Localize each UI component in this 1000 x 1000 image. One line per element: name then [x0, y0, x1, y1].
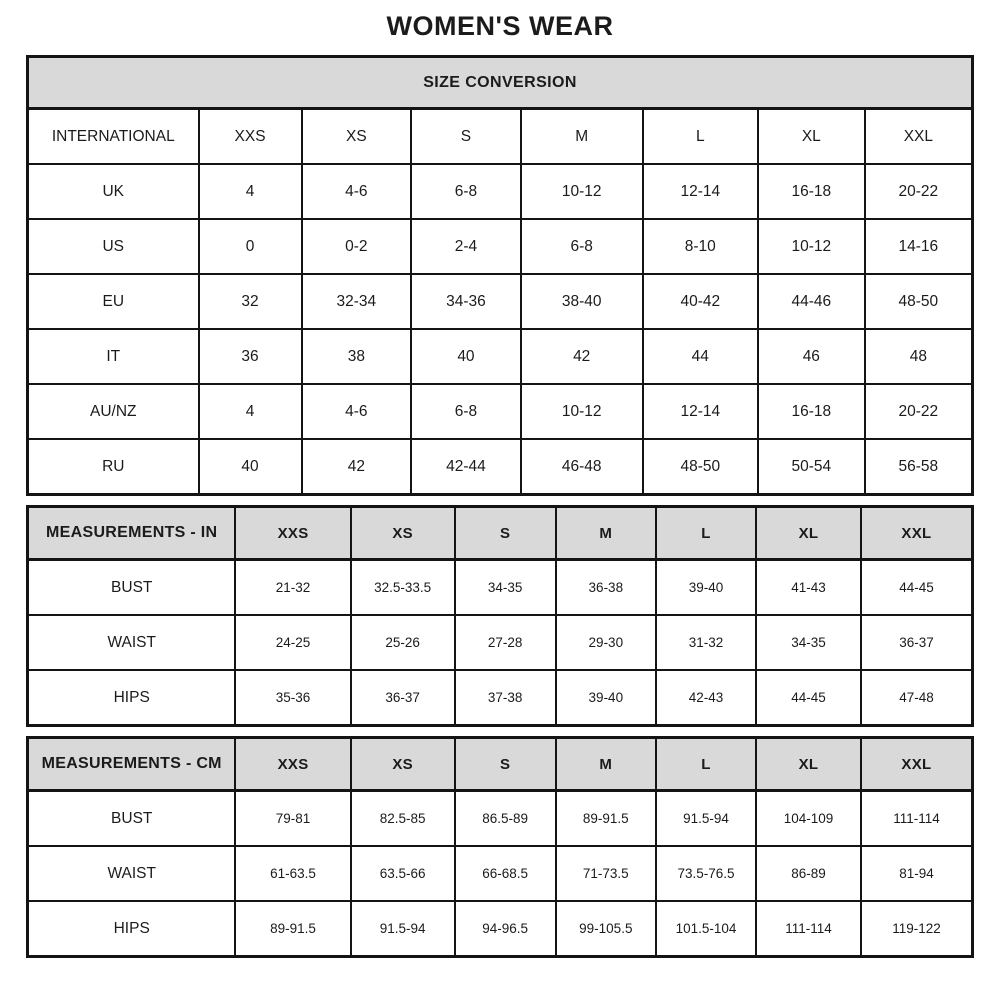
- table-cell: 99-105.5: [556, 901, 656, 957]
- table-cell: 24-25: [235, 615, 350, 670]
- row-label: HIPS: [28, 901, 236, 957]
- table-cell: 4-6: [302, 384, 412, 439]
- table-cell: 25-26: [351, 615, 455, 670]
- table-cell: 34-35: [455, 560, 556, 616]
- table-cell: 119-122: [861, 901, 973, 957]
- table-cell: 89-91.5: [556, 791, 656, 847]
- table-cell: 16-18: [758, 384, 865, 439]
- table-row: [28, 274, 973, 329]
- table-cell: 4: [199, 384, 302, 439]
- row-label: INTERNATIONAL: [28, 109, 199, 165]
- table-row: [28, 846, 973, 901]
- table-cell: XXL: [865, 109, 973, 165]
- table-cell: 0-2: [302, 219, 412, 274]
- table-cell: 34-35: [756, 615, 861, 670]
- table-row: [28, 901, 973, 957]
- table-cell: 0: [199, 219, 302, 274]
- table-cell: 56-58: [865, 439, 973, 495]
- table-cell: 38-40: [521, 274, 643, 329]
- table-row: [28, 439, 973, 495]
- section-banner: SIZE CONVERSION: [28, 57, 973, 109]
- column-header-row: [28, 507, 973, 560]
- table-cell: 41-43: [756, 560, 861, 616]
- size-column-header: L: [656, 738, 756, 791]
- table-cell: 6-8: [411, 384, 521, 439]
- table-cell: 2-4: [411, 219, 521, 274]
- table-cell: 89-91.5: [235, 901, 350, 957]
- table-cell: 35-36: [235, 670, 350, 726]
- table-cell: 34-36: [411, 274, 521, 329]
- size-column-header: XL: [756, 507, 861, 560]
- table-cell: 16-18: [758, 164, 865, 219]
- table-cell: 82.5-85: [351, 791, 455, 847]
- row-label: AU/NZ: [28, 384, 199, 439]
- row-label: EU: [28, 274, 199, 329]
- table-cell: 73.5-76.5: [656, 846, 756, 901]
- table-cell: 37-38: [455, 670, 556, 726]
- table-cell: 32-34: [302, 274, 412, 329]
- size-column-header: XXS: [235, 738, 350, 791]
- table-cell: S: [411, 109, 521, 165]
- table-cell: 63.5-66: [351, 846, 455, 901]
- table-cell: 111-114: [756, 901, 861, 957]
- table-cell: 86-89: [756, 846, 861, 901]
- table-cell: 42: [521, 329, 643, 384]
- table-cell: 42-44: [411, 439, 521, 495]
- row-label: WAIST: [28, 846, 236, 901]
- table-row: [28, 384, 973, 439]
- row-label: RU: [28, 439, 199, 495]
- table-cell: 8-10: [643, 219, 758, 274]
- table-cell: 86.5-89: [455, 791, 556, 847]
- table-cell: XS: [302, 109, 412, 165]
- table-cell: 38: [302, 329, 412, 384]
- table-row: [28, 670, 973, 726]
- table-cell: 91.5-94: [656, 791, 756, 847]
- row-label: IT: [28, 329, 199, 384]
- table-cell: 79-81: [235, 791, 350, 847]
- table-cell: 81-94: [861, 846, 973, 901]
- size-column-header: XXL: [861, 507, 973, 560]
- column-header-row: [28, 738, 973, 791]
- table-cell: 66-68.5: [455, 846, 556, 901]
- table-cell: 4-6: [302, 164, 412, 219]
- size-column-header: XL: [756, 738, 861, 791]
- size-column-header: XS: [351, 507, 455, 560]
- size-column-header: XXL: [861, 738, 973, 791]
- row-label: BUST: [28, 560, 236, 616]
- table-cell: 61-63.5: [235, 846, 350, 901]
- table-row: [28, 615, 973, 670]
- table-cell: 36: [199, 329, 302, 384]
- table-row: [28, 109, 973, 165]
- table-cell: 39-40: [556, 670, 656, 726]
- table-cell: 46: [758, 329, 865, 384]
- table-cell: M: [521, 109, 643, 165]
- table-cell: 40-42: [643, 274, 758, 329]
- table-cell: 21-32: [235, 560, 350, 616]
- table-cell: 36-37: [351, 670, 455, 726]
- table-cell: 27-28: [455, 615, 556, 670]
- table-cell: 6-8: [521, 219, 643, 274]
- measurements-cm-section: [26, 736, 974, 958]
- row-label: MEASUREMENTS - CM: [28, 738, 236, 791]
- table-cell: XXS: [199, 109, 302, 165]
- table-cell: 48-50: [865, 274, 973, 329]
- table-cell: 104-109: [756, 791, 861, 847]
- size-conversion-table: [26, 55, 974, 496]
- row-label: WAIST: [28, 615, 236, 670]
- measurements-in-section: [26, 505, 974, 727]
- table-cell: 44-45: [861, 560, 973, 616]
- size-column-header: XXS: [235, 507, 350, 560]
- table-cell: 101.5-104: [656, 901, 756, 957]
- table-cell: 20-22: [865, 384, 973, 439]
- table-cell: 44: [643, 329, 758, 384]
- size-column-header: S: [455, 507, 556, 560]
- size-column-header: L: [656, 507, 756, 560]
- table-cell: 31-32: [656, 615, 756, 670]
- table-cell: 44-46: [758, 274, 865, 329]
- table-cell: 10-12: [758, 219, 865, 274]
- table-cell: 12-14: [643, 384, 758, 439]
- table-row: [28, 219, 973, 274]
- table-cell: 94-96.5: [455, 901, 556, 957]
- section-banner-row: [28, 57, 973, 109]
- table-row: [28, 329, 973, 384]
- page-title: WOMEN'S WEAR: [386, 11, 614, 41]
- table-row: [28, 164, 973, 219]
- size-column-header: M: [556, 507, 656, 560]
- table-cell: 32.5-33.5: [351, 560, 455, 616]
- row-label: US: [28, 219, 199, 274]
- table-cell: 71-73.5: [556, 846, 656, 901]
- table-cell: XL: [758, 109, 865, 165]
- table-cell: 91.5-94: [351, 901, 455, 957]
- size-column-header: M: [556, 738, 656, 791]
- table-cell: 12-14: [643, 164, 758, 219]
- table-cell: 39-40: [656, 560, 756, 616]
- table-cell: 46-48: [521, 439, 643, 495]
- size-column-header: S: [455, 738, 556, 791]
- table-cell: 47-48: [861, 670, 973, 726]
- table-cell: 36-37: [861, 615, 973, 670]
- size-column-header: XS: [351, 738, 455, 791]
- row-label: UK: [28, 164, 199, 219]
- row-label: HIPS: [28, 670, 236, 726]
- table-cell: L: [643, 109, 758, 165]
- table-cell: 48: [865, 329, 973, 384]
- table-cell: 50-54: [758, 439, 865, 495]
- table-row: [28, 560, 973, 616]
- table-row: [28, 791, 973, 847]
- table-cell: 4: [199, 164, 302, 219]
- table-cell: 14-16: [865, 219, 973, 274]
- table-cell: 29-30: [556, 615, 656, 670]
- measurements-cm-table: [26, 736, 974, 958]
- table-cell: 32: [199, 274, 302, 329]
- table-cell: 44-45: [756, 670, 861, 726]
- table-cell: 40: [411, 329, 521, 384]
- measurements-in-table: [26, 505, 974, 727]
- row-label: BUST: [28, 791, 236, 847]
- table-cell: 20-22: [865, 164, 973, 219]
- table-cell: 10-12: [521, 164, 643, 219]
- row-label: MEASUREMENTS - IN: [28, 507, 236, 560]
- table-cell: 6-8: [411, 164, 521, 219]
- table-cell: 111-114: [861, 791, 973, 847]
- table-cell: 42-43: [656, 670, 756, 726]
- table-cell: 10-12: [521, 384, 643, 439]
- table-cell: 36-38: [556, 560, 656, 616]
- table-cell: 48-50: [643, 439, 758, 495]
- table-cell: 40: [199, 439, 302, 495]
- size-conversion-section: [26, 55, 974, 496]
- table-cell: 42: [302, 439, 412, 495]
